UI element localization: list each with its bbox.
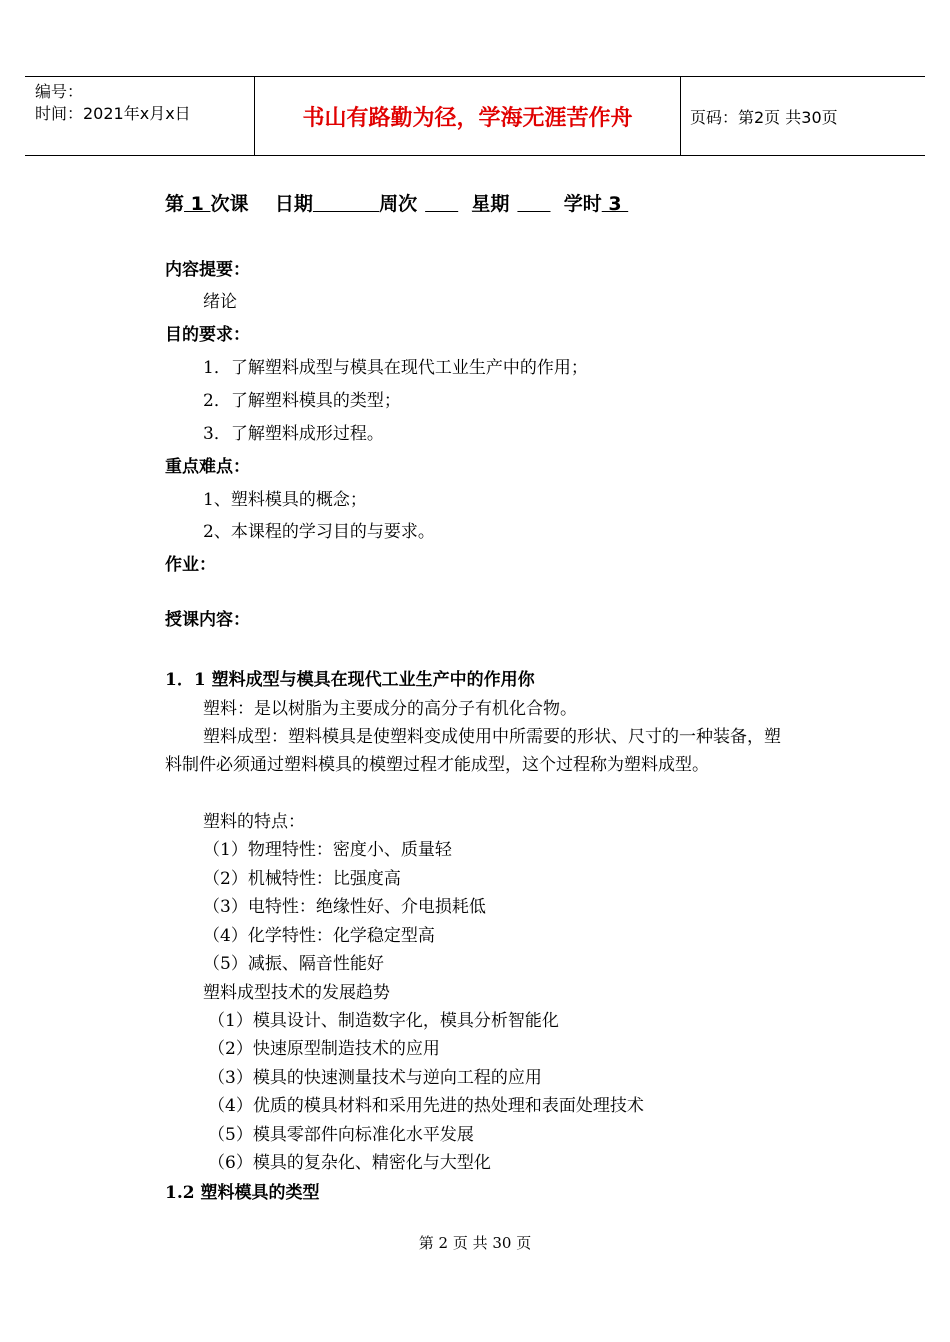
lesson-text: 周次 (379, 193, 418, 215)
weekday-blank (517, 193, 550, 215)
lesson-text: 次课 日期 (210, 193, 313, 215)
number-label: 编号： (35, 82, 84, 101)
objective-item: 1．了解塑料成型与模具在现代工业生产中的作用； (203, 358, 588, 378)
homework-label: 作业： (165, 555, 216, 575)
summary-label: 内容提要： (165, 260, 250, 280)
lesson-text: 星期 (458, 193, 510, 215)
lesson-hours: 3 (601, 193, 629, 215)
objective-item: 3．了解塑料成形过程。 (203, 424, 384, 444)
header-divider (680, 76, 681, 156)
trend-item: （4）优质的模具材料和采用先进的热处理和表面处理技术 (208, 1096, 644, 1116)
objectives-label: 目的要求： (165, 325, 250, 345)
lesson-number: 1 (184, 193, 211, 215)
trend-item: （2）快速原型制造技术的应用 (208, 1039, 440, 1059)
page-header (25, 76, 925, 156)
lesson-info-line (165, 189, 628, 216)
trend-item: （6）模具的复杂化、精密化与大型化 (208, 1153, 491, 1173)
trend-item: （5）模具零部件向标准化水平发展 (208, 1125, 474, 1145)
teaching-label: 授课内容： (165, 610, 250, 630)
feature-item: （2）机械特性：比强度高 (203, 869, 401, 889)
time-label: 时间：2021年x月x日 (35, 104, 191, 123)
page-footer: 第 2 页 共 30 页 (418, 1234, 532, 1252)
date-blank (313, 193, 379, 215)
trend-item: （3）模具的快速测量技术与逆向工程的应用 (208, 1068, 542, 1088)
feature-item: （5）减振、隔音性能好 (203, 954, 384, 974)
paragraph: 塑料：是以树脂为主要成分的高分子有机化合物。 (203, 699, 577, 719)
trends-title: 塑料成型技术的发展趋势 (203, 983, 390, 1003)
week-blank (425, 193, 458, 215)
feature-item: （4）化学特性：化学稳定型高 (203, 926, 435, 946)
section-heading: 1．1 塑料成型与模具在现代工业生产中的作用你 (165, 670, 535, 690)
summary-text: 绪论 (203, 292, 237, 312)
feature-item: （3）电特性：绝缘性好、介电损耗低 (203, 897, 486, 917)
key-points-label: 重点难点： (165, 457, 250, 477)
header-motto: 书山有路勤为径，学海无涯苦作舟 (302, 105, 633, 131)
lesson-text: 学时 (550, 193, 602, 215)
header-page-number: 页码：第2页 共30页 (690, 107, 838, 127)
key-point-item: 2、本课程的学习目的与要求。 (203, 522, 435, 542)
features-title: 塑料的特点： (203, 812, 305, 832)
key-point-item: 1、塑料模具的概念； (203, 490, 367, 510)
trend-item: （1）模具设计、制造数字化，模具分析智能化 (208, 1011, 559, 1031)
header-meta (35, 81, 191, 125)
feature-item: （1）物理特性：密度小、质量轻 (203, 840, 452, 860)
lesson-text: 第 (165, 193, 185, 215)
objective-item: 2．了解塑料模具的类型； (203, 391, 401, 411)
section-heading: 1.2 塑料模具的类型 (165, 1183, 320, 1203)
paragraph: 塑料成型：塑料模具是使塑料变成使用中所需要的形状、尺寸的一种装备，塑料制件必须通过塑料模具的模塑过程才能成型，这个过程称为塑料成型。 (165, 727, 781, 775)
